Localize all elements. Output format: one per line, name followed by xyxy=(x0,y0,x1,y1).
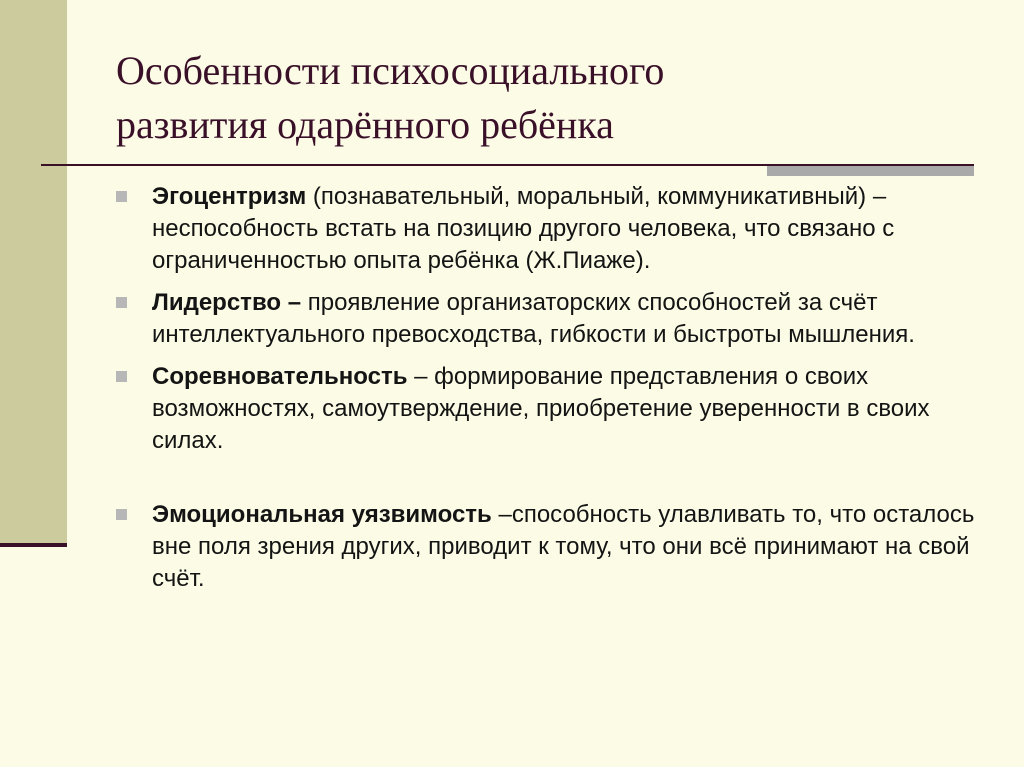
square-bullet-icon xyxy=(116,371,127,382)
square-bullet-icon xyxy=(116,509,127,520)
bullet-item-competitiveness xyxy=(116,361,996,457)
bullet-item-leadership xyxy=(116,287,996,351)
bullet-term: Эмоциональная уязвимость xyxy=(152,501,492,528)
slide-title xyxy=(116,44,976,152)
bullet-text: – формирование представления о своих возможностях, самоутверждение, приобретение уверенности в своих силах. xyxy=(152,363,930,454)
title-underline-accent xyxy=(767,166,974,176)
bullet-term: Соревновательность xyxy=(152,363,408,390)
bullet-term: Лидерство – xyxy=(152,289,302,316)
slide-title-line-1: Особенности психосоциального xyxy=(116,48,665,93)
side-bar-divider xyxy=(0,543,67,547)
bullet-text: (познавательный, моральный, коммуникативный) – неспособность встать на позицию другого человека, что связано с ограниченностью опыта ребёнка (Ж.Пиаже). xyxy=(152,183,895,274)
bullet-text: проявление организаторских способностей за счёт интеллектуального превосходства, гибкости и быстроты мышления. xyxy=(152,289,915,348)
bullet-text: –способность улавливать то, что осталось вне поля зрения других, приводит к тому, что они всё принимают на свой счёт. xyxy=(152,501,975,592)
bullet-item-emotional-vulnerability xyxy=(116,499,996,595)
bullet-item-egocentrism xyxy=(116,181,996,277)
square-bullet-icon xyxy=(116,297,127,308)
bullet-list xyxy=(116,181,996,595)
side-decorative-bar xyxy=(0,0,67,546)
bullet-term: Эгоцентризм xyxy=(152,183,307,210)
square-bullet-icon xyxy=(116,191,127,202)
slide-title-line-2: развития одарённого ребёнка xyxy=(116,102,614,147)
